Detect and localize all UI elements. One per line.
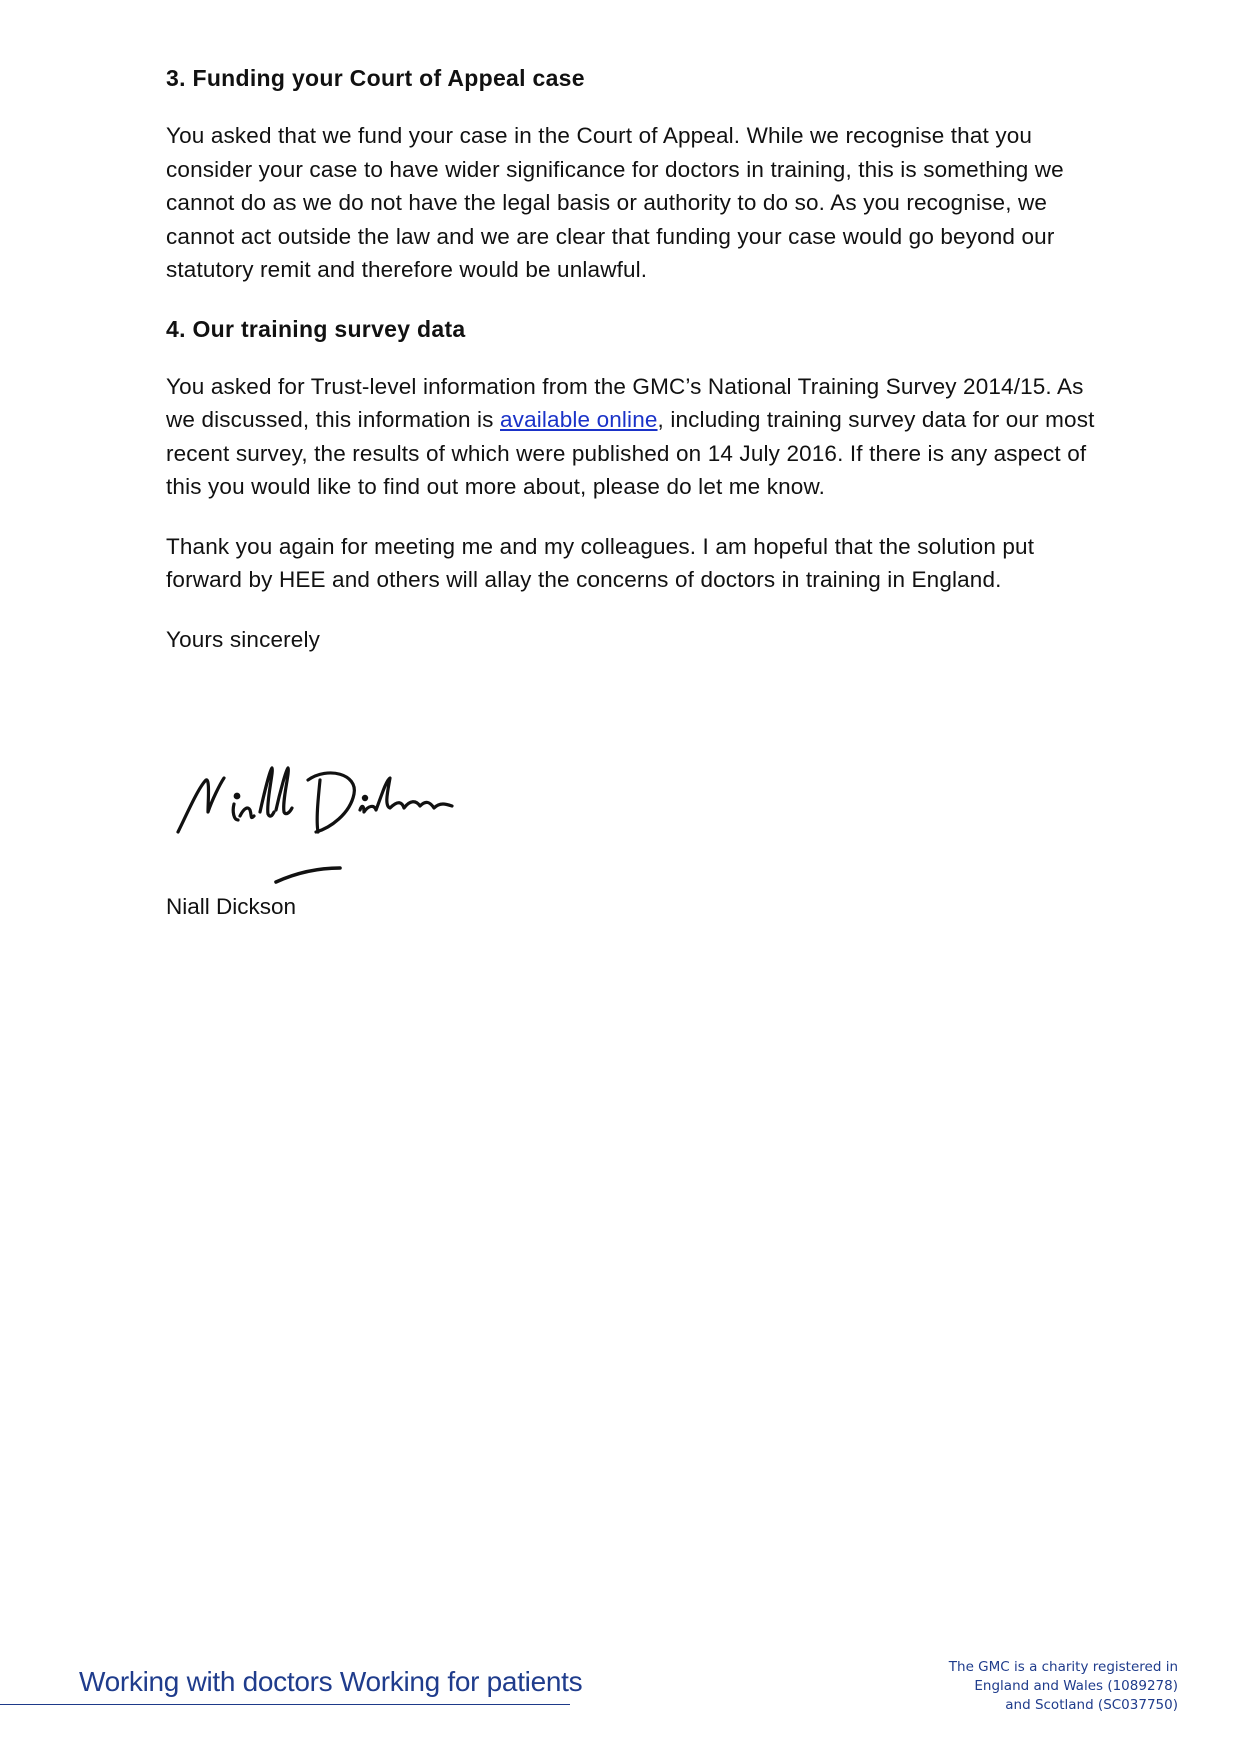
section-3-paragraph: You asked that we fund your case in the Court of Appeal. While we recognise that you consider your case to have wider significance for doctors in training, this is something we cannot do as we do not have the legal basis or authority to do so. As you recognise, we cannot act outside the law and we are clear that funding your case would go beyond our statutory remit and therefore would be unlawful. [166, 123, 1064, 282]
section-4-heading: 4. Our training survey data [166, 315, 466, 342]
section-4-paragraph [166, 370, 1106, 504]
signatory-name: Niall Dickson [166, 894, 297, 919]
section-4-text-before-link: You asked for Trust-level information from the GMC’s National Training Survey 2014/15. As we discussed, this information is [166, 373, 1084, 432]
charity-line-1: The GMC is a charity registered in [948, 1659, 1178, 1675]
letter-body [166, 62, 1106, 676]
section-3-heading: 3. Funding your Court of Appeal case [166, 65, 585, 91]
sign-off: Yours sincerely [166, 626, 320, 652]
available-online-link[interactable]: available online [500, 407, 658, 432]
charity-registration-notice [949, 1658, 1178, 1715]
footer-divider [0, 1704, 570, 1705]
footer-tagline: Working with doctors Working for patients [79, 1666, 583, 1697]
charity-line-2: England and Wales (1089278) [974, 1678, 1178, 1694]
closing-paragraph: Thank you again for meeting me and my colleagues. I am hopeful that the solution put forward by HEE and others will allay the concerns of doctors in training in England. [166, 533, 1035, 592]
section-4-text-after-link: , including training survey data for our most recent survey, the results of which were published on 14 July 2016. If there is any aspect of this you would like to find out more about, please do let me know. [166, 407, 1095, 499]
charity-line-3: and Scotland (SC037750) [1005, 1697, 1178, 1713]
handwritten-signature [168, 750, 508, 890]
